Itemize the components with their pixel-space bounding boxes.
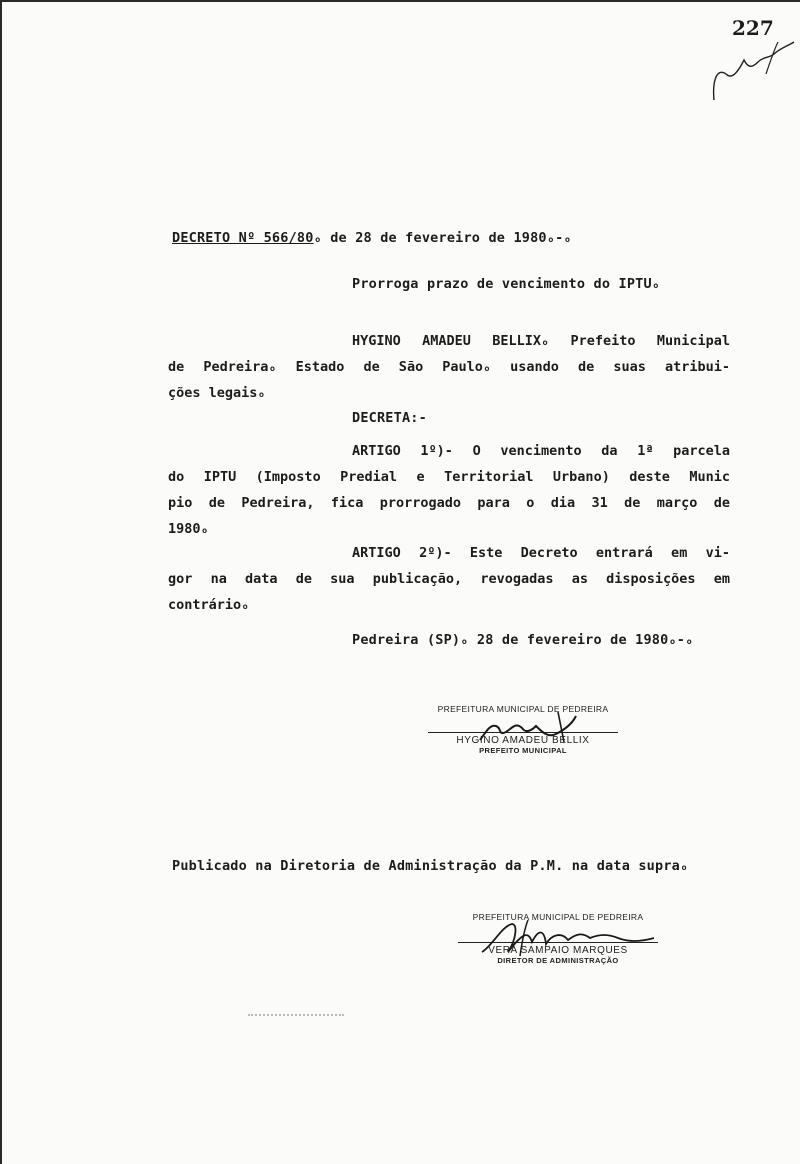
mayor-signature-stamp [428, 704, 618, 755]
decree-title [172, 230, 572, 246]
preamble-line: HYGINO AMADEU BELLIXₒ Prefeito Municipal [352, 333, 730, 349]
faint-mark [248, 1014, 344, 1020]
stamp-role: PREFEITO MUNICIPAL [479, 746, 567, 755]
initials-mark [708, 38, 798, 108]
stamp-role: DIRETOR DE ADMINISTRAÇÃO [497, 956, 619, 965]
article-1-line: pio de Pedreira, fica prorrogado para o dia 31 de março de [168, 495, 730, 511]
decree-summary: Prorroga prazo de vencimento do IPTUₒ [352, 276, 661, 292]
director-signature-stamp [458, 912, 658, 965]
scan-edge-left [0, 0, 2, 1164]
stamp-name: HYGINO AMADEU BELLIX [456, 735, 590, 746]
stamp-org: PREFEITURA MUNICIPAL DE PEDREIRA [472, 912, 644, 922]
stamp-org: PREFEITURA MUNICIPAL DE PEDREIRA [437, 704, 609, 714]
preamble-paragraph [168, 328, 730, 406]
scan-edge-top [0, 0, 800, 2]
decree-date: ₒ de 28 de fevereiro de 1980ₒ-ₒ [313, 230, 572, 246]
publication-note: Publicado na Diretoria de Administração da P.M. na data supraₒ [172, 858, 689, 874]
article-2-line: ARTIGO 2º)- Este Decreto entrará em vi- [352, 545, 730, 561]
article-1-line: ARTIGO 1º)- O vencimento da 1ª parcela [352, 443, 730, 459]
preamble-line: ções legaisₒ [168, 385, 266, 401]
article-1 [168, 438, 730, 542]
article-1-line: do IPTU (Imposto Predial e Territorial Urbano) deste Munic [168, 469, 730, 485]
article-2-line: contrárioₒ [168, 597, 250, 613]
decree-number: DECRETO Nº 566/80 [172, 230, 314, 246]
page-number: 227 [732, 16, 774, 40]
director-signature [472, 916, 662, 960]
stamp-name: VERA SAMPAIO MARQUES [488, 945, 628, 956]
article-2 [168, 540, 730, 618]
article-1-line: 1980ₒ [168, 521, 209, 537]
preamble-line: de Pedreiraₒ Estado de São Pauloₒ usando de suas atribui- [168, 359, 730, 375]
article-2-line: gor na data de sua publicação, revogadas as disposições em [168, 571, 730, 587]
mayor-signature [476, 710, 596, 746]
decreta-heading: DECRETA:- [352, 410, 427, 426]
place-date-line: Pedreira (SP)ₒ 28 de fevereiro de 1980ₒ-ₒ [352, 632, 694, 648]
